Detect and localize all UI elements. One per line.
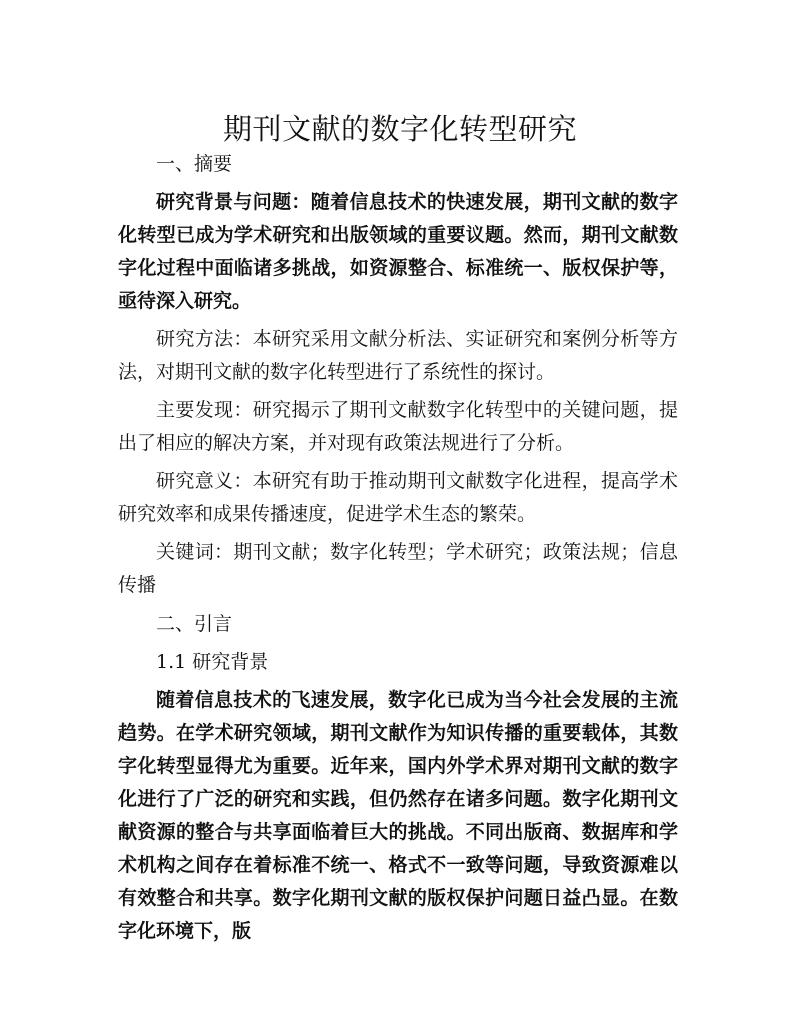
- keywords-paragraph: 关键词：期刊文献；数字化转型；学术研究；政策法规；信息传播: [118, 541, 678, 596]
- subsection-heading: 1.1 研究背景: [156, 651, 269, 673]
- abstract-significance-paragraph: 研究意义：本研究有助于推动期刊文献数字化进程，提高学术研究效率和成果传播速度，促进学术生态的繁荣。: [118, 470, 678, 525]
- abstract-background-paragraph: 研究背景与问题：随着信息技术的快速发展，期刊文献的数字化转型已成为学术研究和出版领域的重要议题。然而，期刊文献数字化过程中面临诸多挑战，如资源整合、标准统一、版权保护等，亟待深入研究。: [118, 191, 678, 312]
- document-title: 期刊文献的数字化转型研究: [222, 112, 577, 147]
- document-body: [118, 148, 678, 948]
- abstract-methods-paragraph: 研究方法：本研究采用文献分析法、实证研究和案例分析等方法，对期刊文献的数字化转型进行了系统性的探讨。: [118, 328, 678, 383]
- abstract-findings-paragraph: 主要发现：研究揭示了期刊文献数字化转型中的关键问题，提出了相应的解决方案，并对现有政策法规进行了分析。: [118, 399, 678, 454]
- intro-paragraph: 随着信息技术的飞速发展，数字化已成为当今社会发展的主流趋势。在学术研究领域，期刊文献作为知识传播的重要载体，其数字化转型显得尤为重要。近年来，国内外学术界对期刊文献的数字化进行了广泛的研究和实践，但仍然存在诸多问题。数字化期刊文献资源的整合与共享面临着巨大的挑战。不同出版商、数据库和学术机构之间存在着标准不统一、格式不一致等问题，导致资源难以有效整合和共享。数字化期刊文献的版权保护问题日益凸显。在数字化环境下，版: [118, 689, 678, 942]
- abstract-heading: 一、摘要: [156, 153, 233, 175]
- intro-heading: 二、引言: [156, 613, 233, 635]
